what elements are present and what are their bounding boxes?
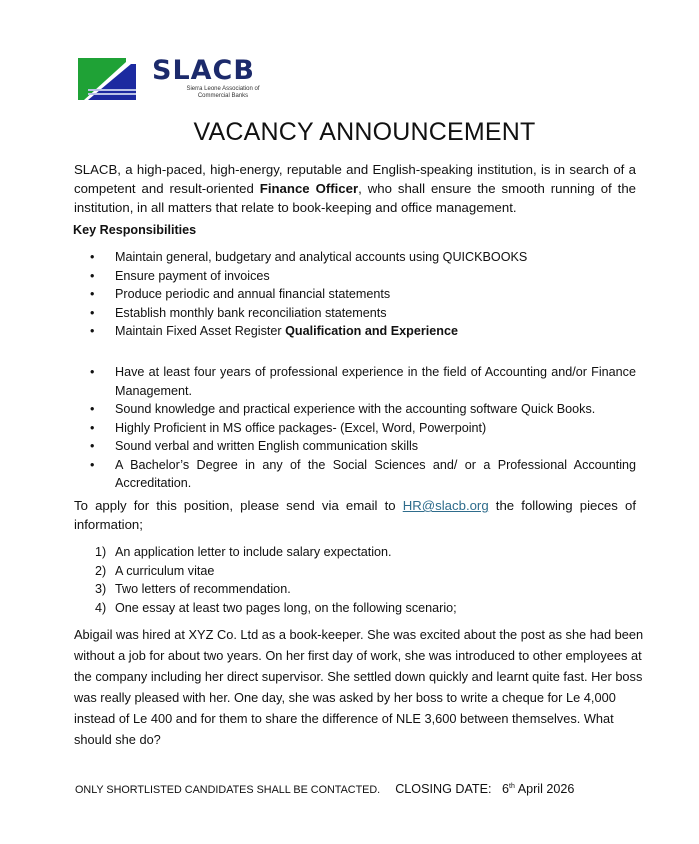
email-link[interactable]: HR@slacb.org <box>402 498 489 513</box>
list-item <box>95 599 457 618</box>
apply-text-after: the following pieces of information; <box>74 498 636 532</box>
logo-subtitle-line1: Sierra Leone Association of <box>186 86 260 92</box>
bullet-icon: • <box>90 250 95 264</box>
apply-paragraph <box>74 497 636 534</box>
list-item <box>90 363 636 400</box>
step-text: An application letter to include salary expectation. <box>115 545 392 559</box>
list-item <box>90 267 636 286</box>
list-item-text: Maintain Fixed Asset Register <box>115 324 286 338</box>
slacb-logo <box>76 56 276 106</box>
list-item-text: Maintain general, budgetary and analytical accounts using QUICKBOOKS <box>115 250 528 264</box>
apply-text-before: To apply for this position, please send via email to <box>74 498 403 513</box>
bullet-icon: • <box>90 420 95 435</box>
list-item <box>90 285 636 304</box>
list-item <box>95 543 457 562</box>
list-item <box>90 437 636 456</box>
bullet-icon: • <box>90 365 95 379</box>
responsibilities-list <box>90 248 636 341</box>
step-text: One essay at least two pages long, on the following scenario; <box>115 600 457 615</box>
list-item-text: Ensure payment of invoices <box>115 268 270 283</box>
list-item <box>95 580 457 599</box>
logo-wordmark: SLACB <box>152 55 255 86</box>
intro-paragraph <box>74 160 636 217</box>
step-number: 1) <box>95 545 107 559</box>
scenario-paragraph: Abigail was hired at XYZ Co. Ltd as a book-keeper. She was excited about the post as she had been without a job for about two years. On her first day of work, she was introduced to other employees at the company including her direct supervisor. She settled down quickly and learnt quite fast. Her boss was really pleased with her. One day, she was asked by her boss to write a cheque for Le 4,000 instead of Le 400 and for them to share the difference of NLE 3,600 between themselves. What should she do? <box>74 627 644 747</box>
logo-subtitle-line2: Commercial Banks <box>197 93 249 99</box>
application-steps-list <box>95 543 457 617</box>
qualifications-list <box>90 363 636 493</box>
bullet-icon: • <box>90 402 95 416</box>
step-number: 4) <box>95 600 107 615</box>
bullet-icon: • <box>90 268 95 283</box>
closing-day-suffix: th <box>509 782 515 790</box>
logo-mark-icon <box>76 56 152 106</box>
page-title: VACANCY ANNOUNCEMENT <box>193 118 536 146</box>
intro-text-after: , who shall ensure the smooth running of the institution, in all matters that relate to book-keeping and office management. <box>74 181 637 215</box>
intro-text-before: SLACB, a high-paced, high-energy, reputable and English-speaking institution, is in search of a competent and result-oriented <box>74 162 636 196</box>
job-title: Finance Officer <box>259 181 359 196</box>
list-item <box>90 419 636 438</box>
list-item-text: A Bachelor’s Degree in any of the Social Sciences and/ or a Professional Accounting Accreditation. <box>115 457 636 490</box>
list-item <box>95 562 457 581</box>
bullet-icon: • <box>90 324 95 338</box>
step-text: A curriculum vitae <box>115 563 215 578</box>
list-item-text: Have at least four years of professional experience in the field of Accounting and/or Finance Management. <box>115 365 636 398</box>
list-item <box>90 304 636 323</box>
logo-subtitle <box>168 86 278 100</box>
list-item-text: Highly Proficient in MS office packages- (Excel, Word, Powerpoint) <box>115 420 487 435</box>
closing-date-label: CLOSING DATE: <box>395 782 492 796</box>
closing-month-year: April 2026 <box>514 782 575 796</box>
responsibilities-heading: Key Responsibilities <box>73 223 197 237</box>
qualifications-heading: Qualification and Experience <box>285 324 458 338</box>
list-item <box>90 248 636 267</box>
list-item <box>90 400 636 419</box>
footer <box>75 782 574 796</box>
step-text: Two letters of recommendation. <box>115 582 291 596</box>
closing-day: 6 <box>502 782 510 796</box>
list-item-text: Produce periodic and annual financial statements <box>115 287 391 301</box>
list-item <box>90 322 636 341</box>
bullet-icon: • <box>90 439 95 453</box>
bullet-icon: • <box>90 457 95 472</box>
list-item <box>90 456 636 493</box>
shortlist-notice: ONLY SHORTLISTED CANDIDATES SHALL BE CONTACTED. <box>75 784 381 796</box>
bullet-icon: • <box>90 287 95 301</box>
list-item-text: Sound verbal and written English communication skills <box>115 439 419 453</box>
bullet-icon: • <box>90 305 95 320</box>
step-number: 2) <box>95 563 107 578</box>
step-number: 3) <box>95 582 107 596</box>
list-item-text: Establish monthly bank reconciliation statements <box>115 305 387 320</box>
list-item-text: Sound knowledge and practical experience with the accounting software Quick Books. <box>115 402 596 416</box>
closing-date <box>395 782 574 796</box>
